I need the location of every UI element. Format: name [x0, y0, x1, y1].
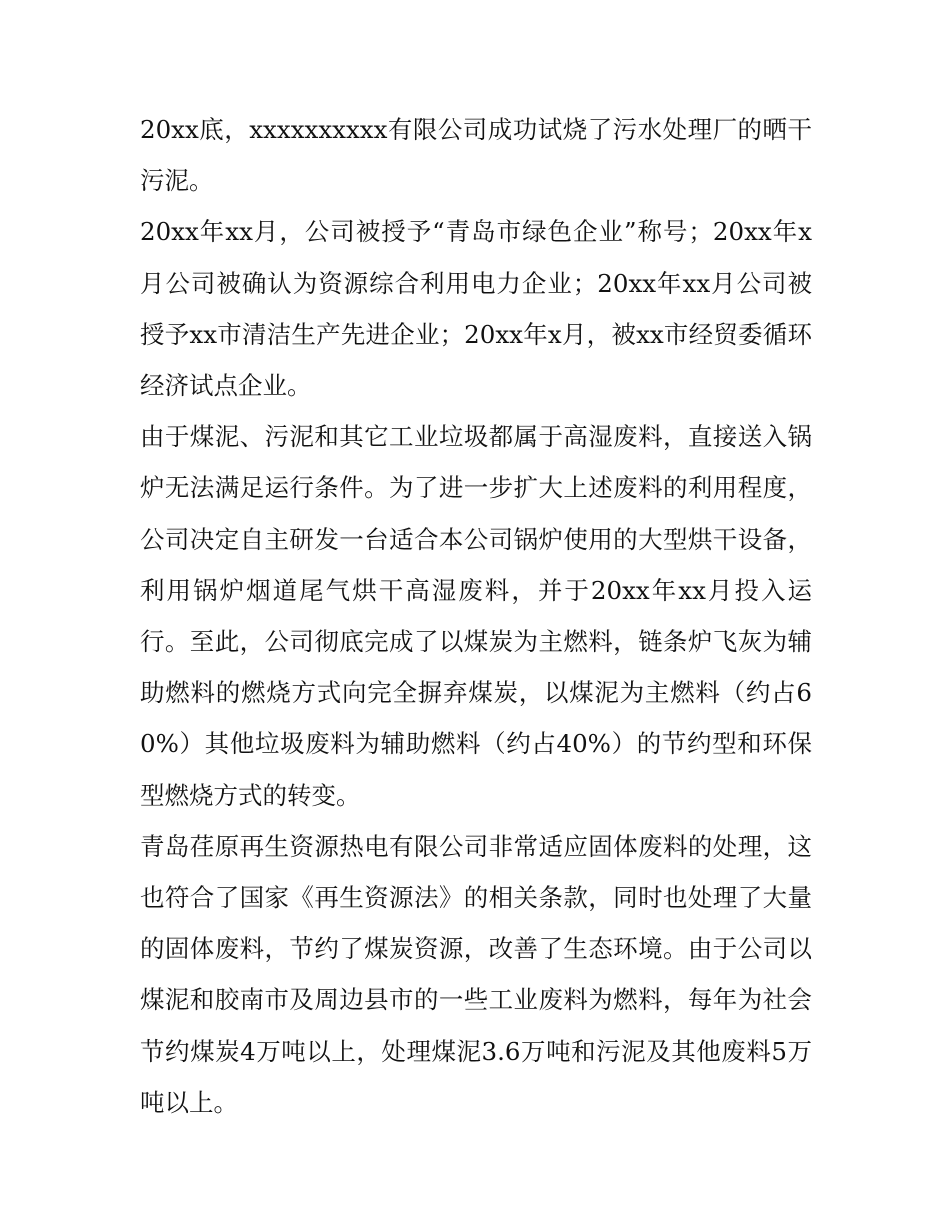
- paragraph-waste-processing: 青岛荏原再生资源热电有限公司非常适应固体废料的处理，这也符合了国家《再生资源法》的相关条款，同时也处理了大量的固体废料，节约了煤炭资源，改善了生态环境。由于公司以煤泥和胶南市及周边县市的一些工业废料为燃料，每年为社会节约煤炭4万吨以上，处理煤泥3.6万吨和污泥及其他废料5万吨以上。: [140, 831, 812, 1117]
- document-body: [140, 104, 812, 1128]
- paragraph-drying-equipment: 由于煤泥、污泥和其它工业垃圾都属于高湿废料，直接送入锅炉无法满足运行条件。为了进一步扩大上述废料的利用程度，公司决定自主研发一台适合本公司锅炉使用的大型烘干设备，利用锅炉烟道尾气烘干高湿废料，并于20xx年xx月投入运行。至此，公司彻底完成了以煤炭为主燃料，链条炉飞灰为辅助燃料的燃烧方式向完全摒弃煤炭，以煤泥为主燃料（约占60%）其他垃圾废料为辅助燃料（约占40%）的节约型和环保型燃烧方式的转变。: [140, 422, 812, 810]
- paragraph-sludge-trial: 20xx底，xxxxxxxxxx有限公司成功试烧了污水处理厂的晒干污泥。: [140, 115, 812, 196]
- paragraph-honors: 20xx年xx月，公司被授予“青岛市绿色企业”称号；20xx年x月公司被确认为资源综合利用电力企业；20xx年xx月公司被授予xx市清洁生产先进企业；20xx年x月，被xx市经贸委循环经济试点企业。: [140, 217, 812, 401]
